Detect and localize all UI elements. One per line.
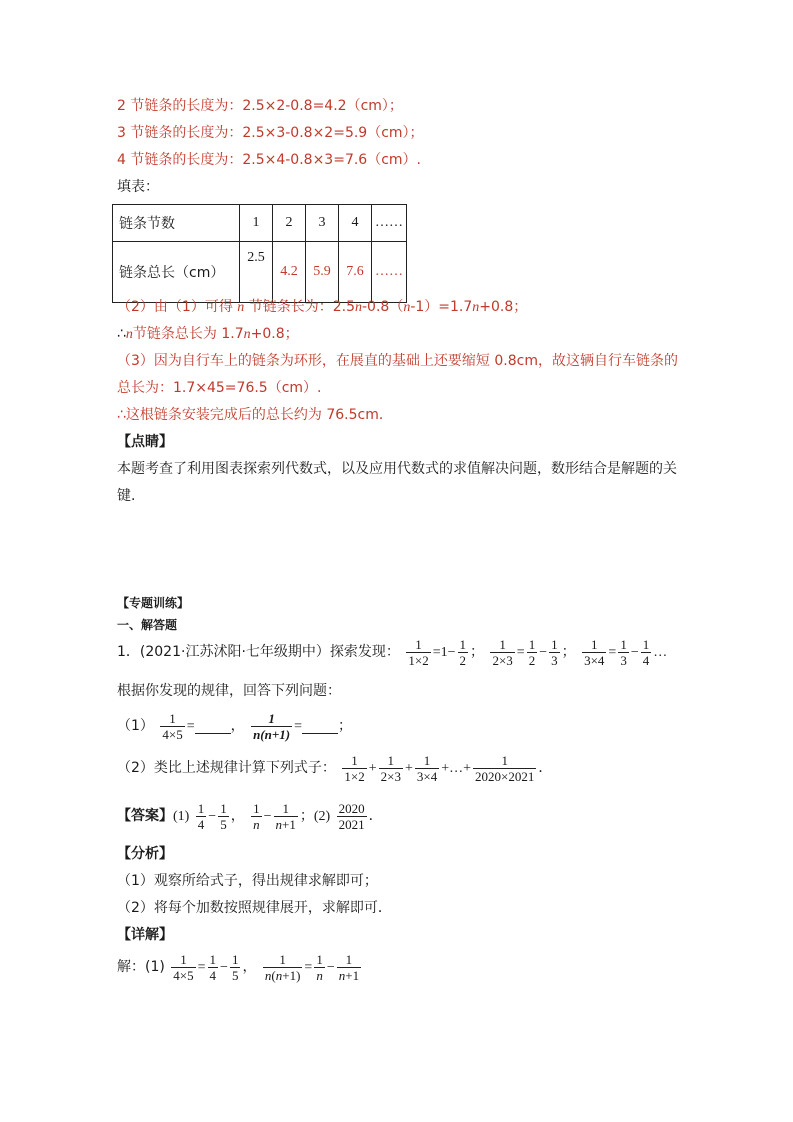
part-label: （2）类比上述规律计算下列式子： — [117, 760, 336, 776]
fraction: $\frac{1}{3}$ — [620, 636, 627, 668]
detail-label: 【详解】 — [117, 927, 173, 943]
question-part-1: （1） $\frac{1}{4\times 5}$ = ， $\frac{1}{n(n+1)}$ = ； — [117, 710, 353, 742]
table-cell: 2.5 — [240, 242, 273, 303]
comment-label: 【点睛】 — [117, 434, 173, 450]
fraction: $\frac{1}{4}$ — [197, 800, 205, 832]
solution-part-2 — [117, 298, 527, 317]
comment-line-1: 本题考查了利用图表探索列代数式，以及应用代数式的求值解决问题，数形结合是解题的关 — [117, 461, 677, 477]
variable-n: n — [355, 300, 362, 315]
text-span: 节链条总长为 1.7 — [132, 326, 244, 342]
table-header-cell: 链条总长（cm） — [113, 242, 240, 303]
text-span: -1）=1.7 — [410, 299, 473, 315]
analysis-line-2: （2）将每个加数按照规律展开，求解即可． — [117, 900, 392, 916]
fraction: $\frac{1}{n+1}$ — [338, 951, 360, 983]
question-1: 1．(2021·江苏沭阳·七年级期中）探索发现： $\frac{1}{1\times 2}$ =1− $\frac{1}{2}$ ； $\frac{1}{2\times 3}$ = $\frac{1}{2}$ − $\frac{1}{3}$ ； $\frac{1}{3\times 4}$ = $\frac{1}{3}$ − $\frac{1}{4}$ … — [117, 636, 668, 668]
fraction: $\frac{1}{4\times 5}$ — [173, 951, 194, 983]
table-cell: …… — [372, 242, 407, 303]
chain-length-table — [112, 204, 407, 303]
fraction: $\frac{1}{5}$ — [220, 800, 227, 832]
variable-n: n — [472, 300, 480, 315]
fraction: $\frac{1}{2\times 3}$ — [492, 636, 513, 668]
fraction: $\frac{1}{1\times 2}$ — [344, 752, 365, 784]
fraction: $\frac{1}{n}$ — [316, 951, 323, 983]
fill-table-label: 填表： — [117, 179, 159, 195]
variable-n: n — [125, 327, 133, 342]
analysis-line-1: （1）观察所给式子，得出规律求解即可； — [117, 873, 378, 889]
fraction: $\frac{1}{4}$ — [642, 636, 650, 668]
table-cell: 3 — [306, 205, 339, 242]
section-type: 一、解答题 — [117, 618, 178, 632]
analysis-label: 【分析】 — [117, 846, 173, 862]
text-span: （2）由（1）可得 — [117, 299, 233, 315]
text-span: +0.8； — [250, 326, 299, 342]
solution-part-3-line-2: 总长为：1.7×45=76.5（cm）. — [117, 380, 322, 396]
fraction: $\frac{1}{4}$ — [209, 951, 217, 983]
therefore-symbol: ∴ — [117, 326, 126, 342]
solution-line-2-links: 2 节链条的长度为：2.5×2-0.8=4.2（cm）； — [117, 98, 403, 114]
fraction: $\frac{1}{2}$ — [459, 636, 466, 668]
text-span: ；(2) — [299, 809, 331, 824]
fraction: $\frac{1}{3\times 4}$ — [584, 636, 605, 668]
table-cell: 1 — [240, 205, 273, 242]
answer-blank — [302, 719, 338, 734]
answer-blank — [195, 719, 231, 734]
part-label: （1） — [117, 718, 154, 734]
fraction: $\frac{1}{2020\times 2021}$ — [475, 752, 535, 784]
text-span: 节链条长为：2.5 — [248, 299, 355, 315]
table-cell: 2 — [273, 205, 306, 242]
table-cell: …… — [372, 205, 407, 242]
variable-n: n — [243, 327, 251, 342]
text-span: -0.8（ — [362, 299, 404, 315]
therefore-line-1 — [117, 325, 299, 344]
question-instruction: 根据你发现的规律，回答下列问题： — [117, 683, 341, 699]
table-row — [113, 205, 407, 242]
fraction: $\frac{1}{3}$ — [551, 636, 558, 668]
table-cell: 5.9 — [306, 242, 339, 303]
text-span: (1) — [173, 809, 190, 824]
variable-n: n — [403, 300, 411, 315]
table-cell: 7.6 — [339, 242, 372, 303]
variable-n: n — [237, 300, 245, 315]
table-cell: 4 — [339, 205, 372, 242]
answer-line: 【答案】(1) $\frac{1}{4}$ − $\frac{1}{5}$ ， $\frac{1}{n}$ − $\frac{1}{n+1}$ ；(2) $\frac{2020}{2021}$ ． — [117, 800, 383, 832]
table-cell: 4.2 — [273, 242, 306, 303]
solution-part-3-line-1: （3）因为自行车上的链条为环形，在展直的基础上还要缩短 0.8cm，故这辆自行车链条的 — [117, 353, 678, 369]
answer-label: 【答案】 — [117, 808, 173, 824]
fraction: $\frac{1}{2}$ — [528, 636, 536, 668]
text-span: +0.8； — [479, 299, 528, 315]
comment-line-2: 键. — [117, 488, 136, 504]
fraction: $\frac{1}{n(n+1)}$ — [264, 951, 301, 983]
therefore-line-2: ∴这根链条安装完成后的总长约为 76.5cm． — [117, 407, 393, 423]
fraction: $\frac{1}{1\times 2}$ — [408, 636, 429, 668]
fraction: $\frac{1}{5}$ — [231, 951, 239, 983]
detail-solution: 解：(1) $\frac{1}{4\times 5}$ = $\frac{1}{4}$ − $\frac{1}{5}$ ， $\frac{1}{n(n+1)}$ = $\frac{1}{n}$ − $\frac{1}{n+1}$ — [117, 951, 360, 983]
table-row — [113, 242, 407, 303]
fraction: $\frac{1}{2\times 3}$ — [380, 752, 401, 784]
fraction: $\frac{2020}{2021}$ — [338, 800, 365, 832]
question-prefix: 1．(2021·江苏沭阳·七年级期中）探索发现： — [117, 644, 400, 660]
fraction: $\frac{1}{4\times 5}$ — [162, 710, 183, 742]
solution-line-4-links: 4 节链条的长度为：2.5×4-0.8×3=7.6（cm）. — [117, 152, 421, 168]
text-span: 解：(1) — [117, 959, 165, 975]
section-label: 【专题训练】 — [117, 596, 190, 610]
fraction: $\frac{1}{n}$ — [253, 800, 260, 832]
fraction: $\frac{1}{n+1}$ — [275, 800, 296, 832]
table-header-cell: 链条节数 — [113, 205, 240, 242]
question-part-2: （2）类比上述规律计算下列式子： $\frac{1}{1\times 2}$ + $\frac{1}{2\times 3}$ + $\frac{1}{3\times 4}$ +…+ $\frac{1}{2020\times 2021}$ ． — [117, 752, 553, 784]
fraction: $\frac{1}{3\times 4}$ — [416, 752, 438, 784]
solution-line-3-links: 3 节链条的长度为：2.5×3-0.8×2=5.9（cm）； — [117, 125, 424, 141]
fraction: $\frac{1}{n(n+1)}$ — [253, 710, 291, 742]
